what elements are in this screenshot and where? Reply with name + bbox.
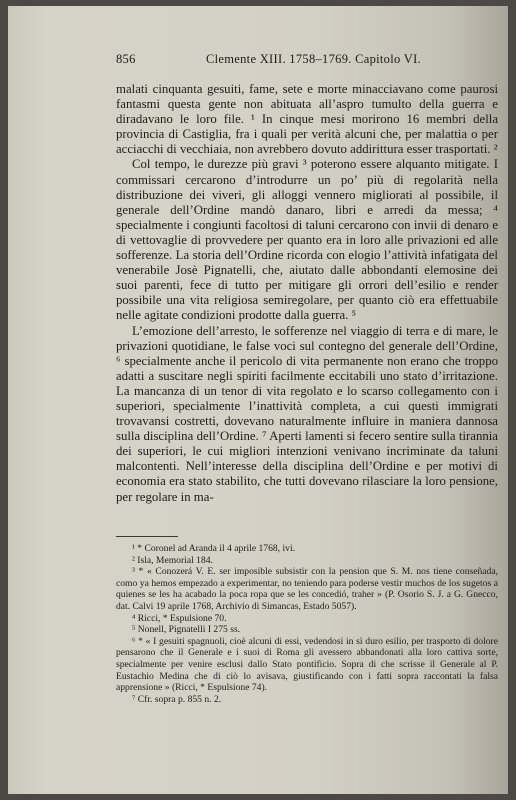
page-number: 856 (116, 52, 136, 66)
book-page (8, 6, 508, 794)
footnotes (116, 543, 498, 705)
paragraph: Col tempo, le durezze più gravi ³ poterono essere alquanto mitigate. I commissari cercarono d’introdurre un po’ più di regolarità nella distribuzione dei viveri, gli alloggi vennero migliorati al possibile, il generale dell’Ordine mandò danaro, libri e arredi da messa; ⁴ specialmente i congiunti facoltosi di taluni cercarono con invii di denaro e di vettovaglie di provvedere per quanto era in loro alle privazioni ed alle sofferenze. La storia dell’Ordine ricorda con elogio l’attività infatigata del venerabile Josè Pignatelli, che, aiutato dalle abbondanti elemosine dei suoi parenti, fece di tutto per mitigare gli orrori dell’esilio e render possibile una vita religiosa semiregolare, per quanto ciò era effettuabile nelle agitate condizioni prodotte dalla guerra. ⁵ (116, 157, 498, 323)
footnote: ⁵ Nonell, Pignatelli I 275 ss. (132, 624, 241, 636)
footnote: ² Isla, Memorial 184. (132, 554, 213, 566)
footnote: ⁷ Cfr. sopra p. 855 n. 2. (132, 693, 222, 705)
running-head: Clemente XIII. 1758–1769. Capitolo VI. (206, 52, 421, 66)
body-text (116, 82, 498, 505)
paragraph: L’emozione dell’arresto, le sofferenze nel viaggio di terra e di mare, le privazioni quotidiane, le false voci sul contegno del generale dell’Ordine, ⁶ specialmente anche il pericolo di vita permanente non erano che troppo adatti a suscitare negli spiriti facilmente eccitabili uno stato d’irritazione. La mancanza di un tenor di vita regolato e lo scarso collegamento con i superiori, specialmente l’inattività completa, a cui questi immigrati trovavansi costretti, dovevano naturalmente influire in maniera dannosa sulla disciplina dell’Ordine. ⁷ Aperti lamenti si fecero sentire sulla tirannia dei superiori, le cui migliori intenzioni venivano incriminate da taluni malcontenti. Nell’interesse della disciplina dell’Ordine e per motivi di economia era stato stabilito, che tutti dovevano rilasciare la loro pensione, per regolare in ma- (116, 323, 498, 504)
footnote-rule (116, 536, 178, 537)
footnote: ¹ * Coronel ad Aranda il 4 aprile 1768, ivi. (132, 543, 296, 554)
footnote: ³ * « Conozerá V. E. ser imposible subsistir con la pension que S. M. nos tiene conseñada, como ya hemos empezado a experimentar, no teniendo para poderse vestir muchos de los sugetos a quienes se les ha acabado la poca ropa que se les concedió, traher » (P. Osorio S. J. a G. Gnecco, dat. Calvi 19 aprile 1768, Archivio di Simancas, Estado 5057). (116, 566, 498, 612)
footnote: ⁴ Ricci, * Espulsione 70. (132, 612, 227, 624)
paragraph: malati cinquanta gesuiti, fame, sete e morte minacciavano come paurosi fantasmi questa gente non abituata all’aspro tumulto della guerra e diradavano le loro file. ¹ In cinque mesi morirono 16 membri della provincia di Castiglia, fra i quali per verità alcuni che, per malattia o per acciacchi di vecchiaia, non avrebbero dovuto addirittura esser trasportati. ² (116, 82, 498, 157)
footnote: ⁶ * « I gesuiti spagnuoli, cioè alcuni di essi, vedendosi in sì duro esilio, per trasporto di dolore pensarono che il Generale e i suoi di Roma gli avessero abbandonati alla loro cattiva sorte, specialmente per venire esclusi dallo Stato pontificio. Sopra di che scrisse il Generale al P. Eustachio Medina che di ciò lo avisava, giustificando con i fatti sopra raccontati la falsa apprensione » (Ricci, * Espulsione 74). (116, 635, 498, 694)
